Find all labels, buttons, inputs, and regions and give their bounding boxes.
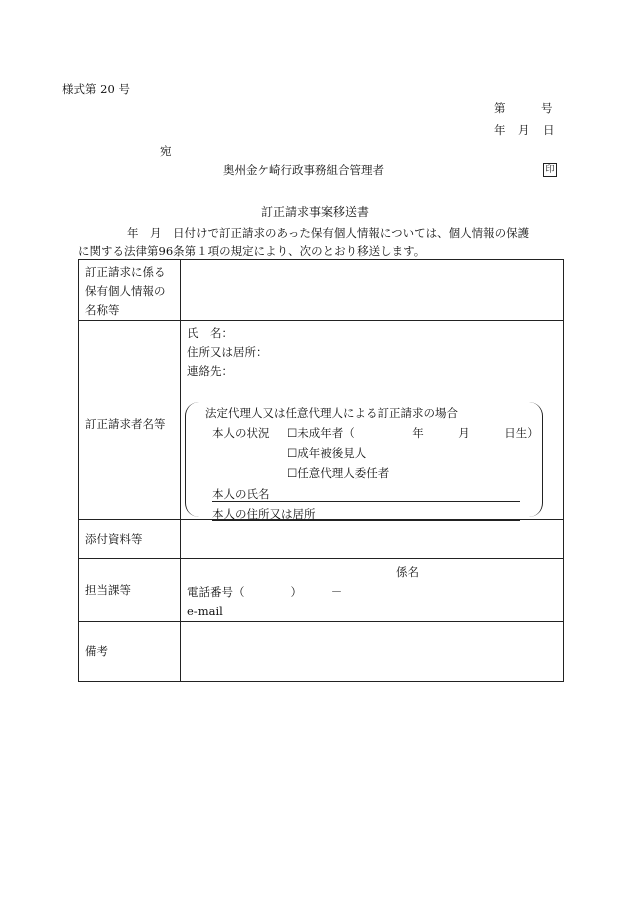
label-info-name-1: 訂正請求に係る [85, 265, 166, 279]
sender: 奥州金ケ崎行政事務組合管理者 [223, 163, 384, 177]
transfer-form-table [78, 259, 564, 682]
label-cell [79, 622, 181, 682]
label-department: 担当課等 [85, 583, 131, 597]
body-text-line-2: に関する法律第96条第１項の規定により、次のとおり移送します。 [78, 244, 426, 258]
email-label: e-mail [187, 604, 223, 618]
requester-address: 住所又は居所： [187, 345, 268, 359]
label-info-name-2: 保有個人情報の [85, 284, 166, 298]
seal-mark: 印 [543, 163, 557, 177]
doc-number-prefix: 第 [494, 101, 506, 115]
date-year: 年 [494, 123, 506, 137]
row-department [79, 559, 564, 622]
option-minor-checkbox[interactable]: ☐未成年者（ 年 月 日生） [287, 426, 539, 440]
addressee: 宛 [160, 144, 172, 158]
principal-address-label: 本人の住所又は居所 [212, 507, 316, 521]
attachments-field[interactable] [181, 520, 564, 559]
agent-heading: 法定代理人又は任意代理人による訂正請求の場合 [205, 406, 458, 420]
form-number: 様式第 20 号 [62, 82, 130, 96]
requester-name: 氏 名： [187, 326, 233, 340]
row-attachments [79, 520, 564, 559]
row-requester [79, 321, 564, 520]
option-guardian-checkbox[interactable]: ☐成年被後見人 [287, 446, 367, 460]
label-info-name-3: 名称等 [85, 303, 120, 317]
principal-address-line [212, 520, 520, 521]
date-month: 月 [518, 123, 530, 137]
label-cell [79, 559, 181, 622]
info-name-field[interactable] [181, 260, 564, 321]
department-field[interactable] [181, 559, 564, 622]
label-remarks: 備考 [85, 644, 108, 658]
requester-contact: 連絡先： [187, 364, 233, 378]
requester-field[interactable] [181, 321, 564, 520]
row-info-name [79, 260, 564, 321]
body-text-line-1: 年 月 日付けで訂正請求のあった保有個人情報については、個人情報の保護 [127, 226, 530, 240]
label-cell [79, 321, 181, 520]
principal-name-line [212, 501, 520, 502]
status-label: 本人の状況 [212, 426, 270, 440]
principal-name-label: 本人の氏名 [212, 487, 270, 501]
option-delegate-checkbox[interactable]: ☐任意代理人委任者 [287, 466, 390, 480]
label-cell [79, 260, 181, 321]
label-requester: 訂正請求者名等 [85, 417, 166, 431]
phone-label: 電話番号（ ） － [187, 585, 343, 599]
date-day: 日 [543, 123, 555, 137]
remarks-field[interactable] [181, 622, 564, 682]
staff-label: 係名 [396, 565, 419, 579]
document-title: 訂正請求事案移送書 [260, 205, 369, 219]
label-attachments: 添付資料等 [85, 532, 143, 546]
label-cell [79, 520, 181, 559]
doc-number-suffix: 号 [541, 101, 553, 115]
row-remarks [79, 622, 564, 682]
